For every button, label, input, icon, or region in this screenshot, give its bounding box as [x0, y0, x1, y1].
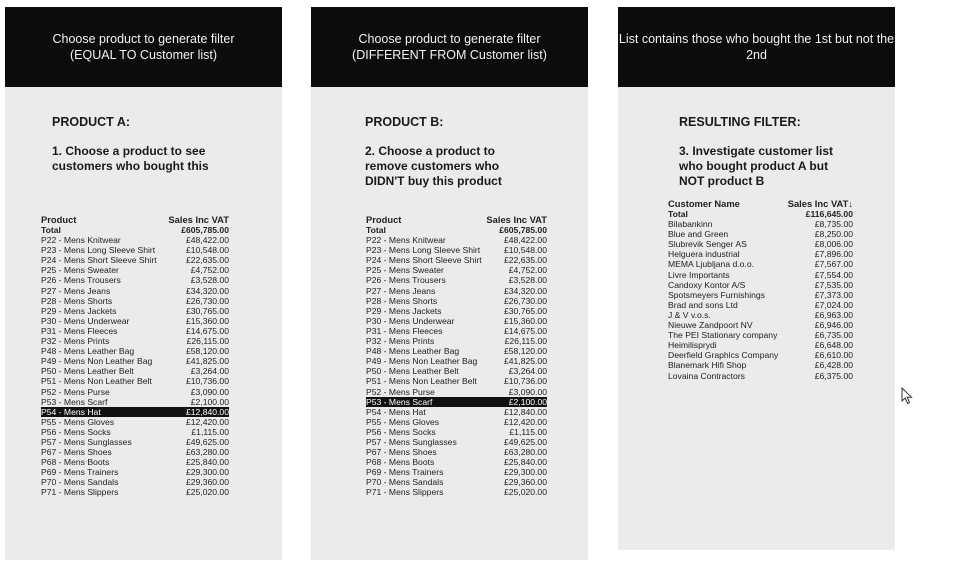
customer-name: Deerfield Graphics Company	[668, 350, 779, 361]
product-name: P70 - Mens Sandals	[41, 477, 119, 488]
customer-sales-value: £7,024.00	[814, 299, 853, 310]
product-b-instruction	[365, 144, 502, 189]
customer-row[interactable]	[668, 249, 853, 259]
product-row[interactable]	[41, 387, 229, 397]
product-name: P67 - Mens Shoes	[41, 447, 112, 458]
product-sales-value: £34,320.00	[185, 285, 229, 296]
customer-sales-value: £6,428.00	[814, 360, 853, 371]
total-value: £605,785.00	[499, 225, 547, 235]
product-name: P71 - Mens Slippers	[41, 487, 119, 498]
product-name: P31 - Mens Fleeces	[41, 325, 118, 336]
instruction-line-1: 2. Choose a product to	[365, 144, 496, 158]
product-row[interactable]	[41, 437, 229, 447]
product-sales-value: £41,825.00	[503, 356, 547, 367]
customer-sales-value: £6,648.00	[814, 340, 853, 351]
mouse-cursor-icon	[901, 387, 913, 405]
product-sales-value: £3,528.00	[508, 275, 547, 286]
customer-sales-value: £8,735.00	[814, 219, 853, 230]
product-name: P53 - Mens Scarf	[366, 397, 485, 407]
product-row[interactable]	[41, 235, 229, 245]
product-name: P52 - Mens Purse	[366, 386, 435, 397]
product-row[interactable]	[41, 286, 229, 296]
product-sales-value: £3,090.00	[190, 386, 229, 397]
customer-row[interactable]	[668, 360, 853, 370]
total-value: £116,645.00	[805, 209, 853, 219]
product-name: P29 - Mens Jackets	[366, 305, 442, 316]
product-row[interactable]	[366, 286, 547, 296]
product-row[interactable]	[41, 366, 229, 376]
customer-name: Helguera industrial	[668, 249, 740, 260]
product-row[interactable]	[41, 447, 229, 457]
product-row[interactable]	[366, 477, 547, 487]
customer-row[interactable]	[668, 270, 853, 280]
product-row[interactable]	[41, 326, 229, 336]
product-sales-value: £29,360.00	[185, 477, 229, 488]
product-row[interactable]	[366, 487, 547, 497]
customer-table	[668, 198, 853, 381]
product-row[interactable]	[41, 346, 229, 356]
product-a-title: PRODUCT A:	[52, 115, 131, 129]
product-name: P55 - Mens Gloves	[366, 416, 440, 427]
product-row[interactable]	[41, 467, 229, 477]
product-name: P57 - Mens Sunglasses	[366, 436, 457, 447]
product-sales-value: £58,120.00	[185, 346, 229, 357]
product-sales-value: £25,840.00	[185, 457, 229, 468]
product-name: P26 - Mens Trousers	[366, 275, 446, 286]
customer-name: Candoxy Kontor A/S	[668, 279, 746, 290]
customer-name: J & V v.o.s.	[668, 309, 711, 320]
product-name: P56 - Mens Socks	[41, 426, 111, 437]
column-header-sales[interactable]: Sales Inc VAT↓	[787, 198, 853, 209]
customer-sales-value: £8,006.00	[814, 239, 853, 250]
product-row[interactable]	[366, 356, 547, 366]
product-sales-value: £25,020.00	[503, 487, 547, 498]
product-sales-value: £26,115.00	[504, 336, 547, 347]
product-name: P69 - Mens Trainers	[41, 467, 119, 478]
product-sales-value: £1,115.00	[191, 426, 229, 437]
customer-sales-value: £6,963.00	[814, 309, 853, 320]
customer-name: Livre Importants	[668, 269, 730, 280]
product-sales-value: £49,625.00	[503, 436, 547, 447]
product-sales-value: £34,320.00	[503, 285, 547, 296]
product-sales-value: £29,300.00	[503, 467, 547, 478]
column-header-product[interactable]: Product	[41, 214, 77, 225]
product-name: P31 - Mens Fleeces	[366, 325, 443, 336]
banner-line-1: List contains those who bought the 1st but not the 2nd	[618, 32, 895, 62]
product-sales-value: £26,115.00	[186, 336, 229, 347]
product-name: P25 - Mens Sweater	[366, 265, 444, 276]
product-row[interactable]	[366, 447, 547, 457]
customer-row[interactable]	[668, 350, 853, 360]
product-sales-value: £41,825.00	[185, 356, 229, 367]
customer-sales-value: £7,567.00	[814, 259, 853, 270]
customer-sales-value: £6,610.00	[814, 350, 853, 361]
product-sales-value: £12,420.00	[503, 416, 547, 427]
product-name: P68 - Mens Boots	[41, 457, 110, 468]
product-sales-value: £3,264.00	[190, 366, 229, 377]
product-sales-value: £2,100.00	[485, 397, 547, 407]
product-row[interactable]	[366, 336, 547, 346]
customer-row[interactable]	[668, 239, 853, 249]
instruction-line-2: customers who bought this	[52, 159, 209, 173]
product-name: P54 - Mens Hat	[366, 406, 426, 417]
product-row[interactable]	[41, 427, 229, 437]
product-name: P30 - Mens Underwear	[366, 315, 455, 326]
product-row[interactable]	[41, 245, 229, 255]
product-name: P26 - Mens Trousers	[41, 275, 121, 286]
product-sales-value: £63,280.00	[185, 447, 229, 458]
product-sales-value: £10,548.00	[185, 245, 229, 256]
product-name: P28 - Mens Shorts	[366, 295, 438, 306]
customer-row[interactable]	[668, 259, 853, 269]
product-row[interactable]	[366, 376, 547, 386]
product-name: P28 - Mens Shorts	[41, 295, 113, 306]
product-row[interactable]	[366, 387, 547, 397]
product-name: P23 - Mens Long Sleeve Shirt	[41, 245, 156, 256]
product-sales-value: £25,840.00	[503, 457, 547, 468]
product-row[interactable]	[41, 296, 229, 306]
product-b-table	[366, 214, 547, 498]
product-sales-value: £22,635.00	[185, 255, 229, 266]
product-name: P48 - Mens Leather Bag	[41, 346, 135, 357]
instruction-line-1: 1. Choose a product to see	[52, 144, 206, 158]
product-sales-value: £26,730.00	[503, 295, 547, 306]
product-sales-value: £15,360.00	[185, 315, 229, 326]
product-sales-value: £1,115.00	[509, 426, 547, 437]
customer-name: Brad and sons Ltd	[668, 299, 738, 310]
product-name: P54 - Mens Hat	[41, 407, 164, 417]
instruction-line-3: NOT product B	[679, 174, 765, 188]
product-name: P50 - Mens Leather Belt	[41, 366, 134, 377]
product-name: P68 - Mens Boots	[366, 457, 435, 468]
product-name: P23 - Mens Long Sleeve Shirt	[366, 245, 481, 256]
product-row[interactable]	[366, 306, 547, 316]
product-row[interactable]	[366, 265, 547, 275]
product-sales-value: £30,765.00	[503, 305, 547, 316]
product-row[interactable]	[41, 376, 229, 386]
customer-row[interactable]	[668, 310, 853, 320]
customer-name: MEMA Ljubljana d.o.o.	[668, 259, 754, 270]
product-name: P24 - Mens Short Sleeve Shirt	[366, 255, 482, 266]
customer-row[interactable]	[668, 371, 853, 381]
customer-row[interactable]	[668, 320, 853, 330]
product-row[interactable]	[366, 326, 547, 336]
product-row[interactable]	[41, 275, 229, 285]
total-label: Total	[41, 225, 61, 235]
product-b-banner	[311, 7, 588, 87]
customer-sales-value: £7,554.00	[814, 269, 853, 280]
product-sales-value: £14,675.00	[503, 325, 547, 336]
product-row[interactable]	[41, 407, 229, 417]
product-row[interactable]	[366, 467, 547, 477]
product-name: P32 - Mens Prints	[366, 336, 435, 347]
product-row[interactable]	[366, 437, 547, 447]
product-row[interactable]	[366, 275, 547, 285]
product-row[interactable]	[366, 427, 547, 437]
customer-name: Bilabankinn	[668, 219, 713, 230]
customer-row[interactable]	[668, 219, 853, 229]
customer-name: Blue and Green	[668, 229, 729, 240]
product-sales-value: £4,752.00	[190, 265, 229, 276]
product-row[interactable]	[366, 235, 547, 245]
product-row[interactable]	[366, 417, 547, 427]
product-name: P51 - Mens Non Leather Belt	[366, 376, 477, 387]
customer-row[interactable]	[668, 229, 853, 239]
product-name: P30 - Mens Underwear	[41, 315, 130, 326]
product-row[interactable]	[366, 316, 547, 326]
product-sales-value: £63,280.00	[503, 447, 547, 458]
product-row[interactable]	[41, 265, 229, 275]
product-sales-value: £49,625.00	[185, 436, 229, 447]
total-row	[668, 209, 853, 219]
total-label: Total	[668, 209, 688, 219]
product-sales-value: £15,360.00	[503, 315, 547, 326]
product-row[interactable]	[41, 306, 229, 316]
customer-name: The PEI Stationary company	[668, 330, 778, 341]
product-sales-value: £3,528.00	[190, 275, 229, 286]
resulting-filter-title: RESULTING FILTER:	[679, 115, 801, 129]
instruction-line-1: 3. Investigate customer list	[679, 144, 834, 158]
product-row[interactable]	[41, 397, 229, 407]
customer-row[interactable]	[668, 340, 853, 350]
product-sales-value: £30,765.00	[185, 305, 229, 316]
customer-name: Heimilisprydi	[668, 340, 717, 351]
total-value: £605,785.00	[181, 225, 229, 235]
customer-sales-value: £7,373.00	[814, 289, 853, 300]
customer-sales-value: £6,735.00	[814, 330, 853, 341]
product-sales-value: £10,736.00	[503, 376, 547, 387]
banner-line-1: Choose product to generate filter	[52, 32, 235, 46]
product-name: P48 - Mens Leather Bag	[366, 346, 460, 357]
customer-row[interactable]	[668, 330, 853, 340]
customer-name: Slubrevik Senger AS	[668, 239, 747, 250]
product-sales-value: £12,840.00	[164, 407, 229, 417]
product-sales-value: £25,020.00	[185, 487, 229, 498]
product-name: P50 - Mens Leather Belt	[366, 366, 459, 377]
product-sales-value: £58,120.00	[503, 346, 547, 357]
product-name: P69 - Mens Trainers	[366, 467, 444, 478]
product-row[interactable]	[41, 356, 229, 366]
product-name: P51 - Mens Non Leather Belt	[41, 376, 152, 387]
product-sales-value: £48,422.00	[185, 235, 229, 246]
instruction-line-3: DIDN'T buy this product	[365, 174, 502, 188]
product-sales-value: £12,840.00	[503, 406, 547, 417]
product-name: P27 - Mens Jeans	[41, 285, 111, 296]
product-name: P52 - Mens Purse	[41, 386, 110, 397]
product-sales-value: £26,730.00	[185, 295, 229, 306]
product-row[interactable]	[41, 487, 229, 497]
column-header-sales[interactable]: Sales Inc VAT	[486, 214, 547, 225]
product-name: P55 - Mens Gloves	[41, 416, 115, 427]
product-sales-value: £48,422.00	[503, 235, 547, 246]
product-sales-value: £12,420.00	[185, 416, 229, 427]
product-name: P24 - Mens Short Sleeve Shirt	[41, 255, 157, 266]
customer-row[interactable]	[668, 290, 853, 300]
product-b-panel	[311, 7, 588, 560]
total-label: Total	[366, 225, 386, 235]
customer-sales-value: £6,375.00	[814, 370, 853, 381]
product-name: P57 - Mens Sunglasses	[41, 436, 132, 447]
product-name: P70 - Mens Sandals	[366, 477, 444, 488]
product-sales-value: £29,360.00	[503, 477, 547, 488]
customer-sales-value: £7,896.00	[814, 249, 853, 260]
product-row[interactable]	[366, 397, 547, 407]
product-sales-value: £10,548.00	[503, 245, 547, 256]
customer-row[interactable]	[668, 300, 853, 310]
column-header-sales[interactable]: Sales Inc VAT	[168, 214, 229, 225]
customer-sales-value: £8,250.00	[814, 229, 853, 240]
product-sales-value: £22,635.00	[503, 255, 547, 266]
resulting-filter-panel	[618, 7, 895, 550]
banner-line-1: Choose product to generate filter	[358, 32, 541, 46]
product-name: P29 - Mens Jackets	[41, 305, 117, 316]
product-row[interactable]	[366, 245, 547, 255]
product-name: P22 - Mens Knitwear	[41, 235, 121, 246]
product-sales-value: £2,100.00	[190, 396, 229, 407]
product-sales-value: £10,736.00	[185, 376, 229, 387]
product-a-panel	[5, 7, 282, 560]
product-name: P49 - Mens Non Leather Bag	[366, 356, 478, 367]
product-name: P25 - Mens Sweater	[41, 265, 119, 276]
resulting-filter-banner	[618, 7, 895, 87]
product-a-banner	[5, 7, 282, 87]
product-row[interactable]	[41, 477, 229, 487]
product-name: P53 - Mens Scarf	[41, 396, 108, 407]
total-row	[366, 225, 547, 235]
product-name: P56 - Mens Socks	[366, 426, 436, 437]
product-name: P22 - Mens Knitwear	[366, 235, 446, 246]
customer-name: Spotsmeyers Furnishings	[668, 289, 765, 300]
product-row[interactable]	[366, 457, 547, 467]
product-sales-value: £14,675.00	[185, 325, 229, 336]
resulting-filter-instruction	[679, 144, 833, 189]
column-header-customer[interactable]: Customer Name	[668, 198, 740, 209]
product-sales-value: £4,752.00	[508, 265, 547, 276]
customer-row[interactable]	[668, 280, 853, 290]
product-a-instruction	[52, 144, 209, 174]
instruction-line-2: remove customers who	[365, 159, 500, 173]
banner-line-2: (DIFFERENT FROM Customer list)	[352, 48, 547, 62]
product-row[interactable]	[366, 296, 547, 306]
banner-line-2: (EQUAL TO Customer list)	[69, 48, 218, 62]
product-sales-value: £3,090.00	[508, 386, 547, 397]
customer-sales-value: £6,946.00	[814, 320, 853, 331]
product-row[interactable]	[41, 417, 229, 427]
product-name: P49 - Mens Non Leather Bag	[41, 356, 153, 367]
customer-sales-value: £7,535.00	[814, 279, 853, 290]
product-row[interactable]	[41, 255, 229, 265]
product-row[interactable]	[41, 316, 229, 326]
column-header-product[interactable]: Product	[366, 214, 402, 225]
product-row[interactable]	[366, 407, 547, 417]
customer-name: Nieuwe Zandpoort NV	[668, 320, 753, 331]
product-row[interactable]	[366, 255, 547, 265]
product-name: P67 - Mens Shoes	[366, 447, 437, 458]
customer-name: Blanemark Hifi Shop	[668, 360, 747, 371]
product-row[interactable]	[366, 366, 547, 376]
product-sales-value: £29,300.00	[185, 467, 229, 478]
product-row[interactable]	[366, 346, 547, 356]
instruction-line-2: who bought product A but	[679, 159, 829, 173]
product-row[interactable]	[41, 457, 229, 467]
product-a-table	[41, 214, 229, 498]
customer-name: Lovaina Contractors	[668, 370, 745, 381]
product-name: P71 - Mens Slippers	[366, 487, 444, 498]
product-row[interactable]	[41, 336, 229, 346]
product-sales-value: £3,264.00	[508, 366, 547, 377]
total-row	[41, 225, 229, 235]
product-name: P32 - Mens Prints	[41, 336, 110, 347]
product-b-title: PRODUCT B:	[365, 115, 444, 129]
product-name: P27 - Mens Jeans	[366, 285, 436, 296]
